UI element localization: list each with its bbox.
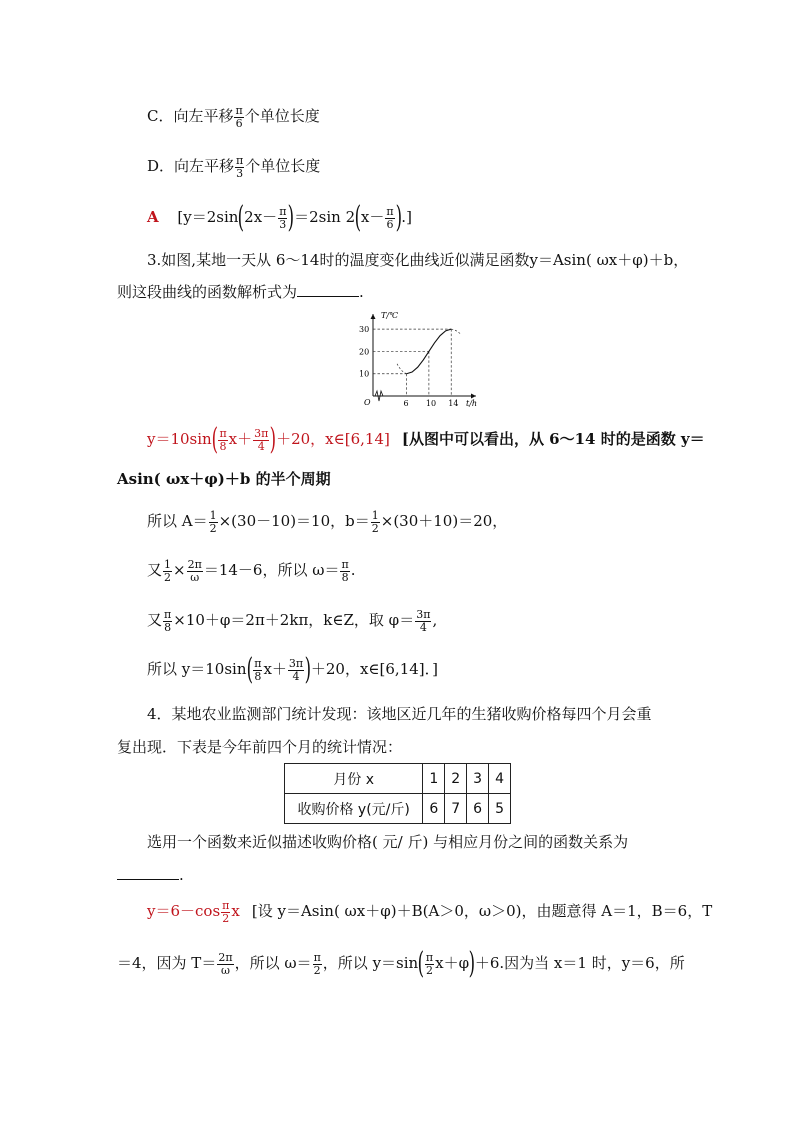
table-row: 月份 x 1 2 3 4 bbox=[285, 764, 511, 794]
question-3-line2: 则这段曲线的函数解析式为 . bbox=[117, 279, 364, 305]
answer-3-expl: Asin( ωx＋φ)＋b 的半个周期 bbox=[117, 470, 331, 488]
answer-3-step4: 所以 y＝10sin( $\frac{\pi}{8}$ x＋ $\frac{3\pi}{4}$ )＋20，x∈[6,14]．] bbox=[147, 652, 438, 687]
temperature-chart bbox=[343, 308, 483, 408]
question-4-line1: 4．某地农业监测部门统计发现：该地区近几年的生猪收购价格每四个月会重 bbox=[147, 705, 652, 723]
question-4-line4: . bbox=[117, 862, 184, 888]
answer-3-step3: 又 $\frac{\pi}{8}$ ×10＋φ＝2π＋2kπ，k∈Z，取 φ＝ $\frac{3\pi}{4}$ , bbox=[147, 607, 438, 634]
y-axis-label: T/℃ bbox=[381, 311, 398, 320]
origin-label: O bbox=[364, 398, 371, 407]
answer-a: A [y＝2sin(2x－ $\frac{\pi}{3}$ )＝2sin 2(x－ $\frac{\pi}{6}$ ).] bbox=[147, 200, 412, 235]
option-d: D．向左平移 $\frac{\pi}{3}$ 个单位长度 bbox=[147, 153, 321, 180]
answer-3-step1: 所以 A＝ $\frac{1}{2}$ ×(30－10)＝10，b＝ $\frac{1}{2}$ ×(30＋10)＝20， bbox=[147, 508, 508, 535]
answer-blank[interactable] bbox=[117, 863, 179, 880]
question-4-line3: 选用一个函数来近似描述收购价格( 元/ 斤) 与相应月份之间的函数关系为 bbox=[147, 833, 629, 851]
curve-extension bbox=[397, 364, 407, 374]
option-c: C．向左平移 $\frac{\pi}{6}$ 个单位长度 bbox=[147, 103, 320, 130]
curve-extension bbox=[451, 329, 461, 335]
answer-4-line1: y＝6－cos $\frac{\pi}{2}$ x [设 y＝Asin( ωx＋φ)＋B(A＞0，ω＞0)，由题意得 A＝1，B＝6，T bbox=[147, 898, 713, 925]
y-tick-label: 20 bbox=[359, 347, 370, 357]
price-table bbox=[284, 763, 511, 824]
answer-blank[interactable] bbox=[297, 280, 359, 297]
x-axis-arrow bbox=[471, 394, 476, 399]
x-tick-label: 6 bbox=[403, 399, 409, 408]
question-4-line2: 复出现．下表是今年前四个月的统计情况： bbox=[117, 738, 403, 756]
fraction: $\frac{\pi}{3}$ bbox=[236, 153, 244, 180]
answer-4-line2: ＝4，因为 T＝ $\frac{2\pi}{\omega}$ ，所以 ω＝ $\frac{\pi}{2}$ ，所以 y＝sin( $\frac{\pi}{2}$ x＋φ)＋6.因为当 x＝1 时，y＝6，所 bbox=[117, 946, 685, 981]
x-tick-label: 10 bbox=[425, 399, 437, 408]
question-3-line1: 3.如图,某地一天从 6～14时的温度变化曲线近似满足函数y＝Asin( ωx＋φ)＋b， bbox=[147, 251, 689, 269]
table-row: 收购价格 y(元/斤) 6 7 6 5 bbox=[285, 794, 511, 824]
x-tick-label: 14 bbox=[448, 399, 459, 408]
y-axis-arrow bbox=[371, 314, 376, 319]
answer-3-step2: 又 $\frac{1}{2}$ × $\frac{2\pi}{\omega}$ ＝14－6，所以 ω＝ $\frac{\pi}{8}$ . bbox=[147, 557, 356, 584]
answer-3-formula: y＝10sin( $\frac{\pi}{8}$ x＋ $\frac{3\pi}{4}$ )＋20，x∈[6,14] [从图中可以看出，从 6～14 时的是函数 y＝ bbox=[147, 422, 705, 457]
fraction: $\frac{\pi}{6}$ bbox=[235, 103, 243, 130]
y-tick-label: 10 bbox=[359, 369, 370, 379]
y-tick-label: 30 bbox=[359, 325, 370, 335]
x-axis-label: t/h bbox=[466, 399, 478, 408]
